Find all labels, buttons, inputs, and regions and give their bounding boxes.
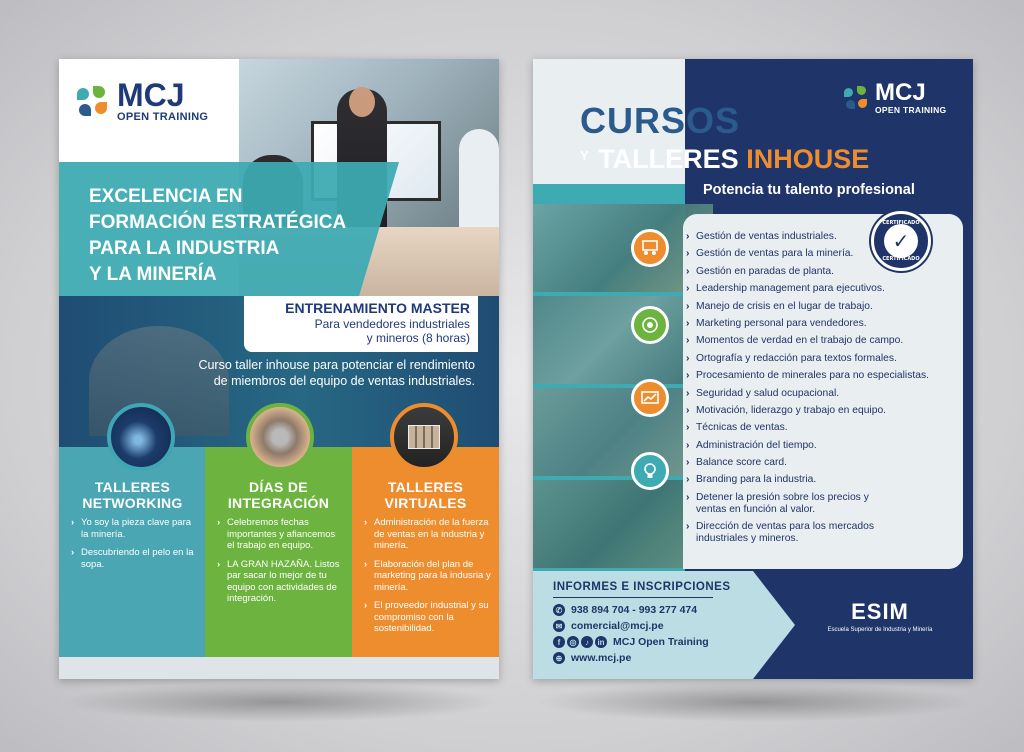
list-item: › Motivación, liderazgo y trabajo en equipo.: [686, 404, 887, 416]
esim-mark: ESIM: [851, 599, 909, 624]
list-item: › Gestión de ventas industriales.: [686, 231, 837, 242]
chevron-right-icon: ›: [686, 474, 690, 486]
network-hand-icon: [107, 403, 175, 471]
chevron-right-icon: ›: [217, 558, 221, 570]
esim-logo: [815, 599, 945, 633]
list-item: › Momentos de verdad en el trabajo de campo.: [686, 335, 904, 347]
video-call-icon: [390, 403, 458, 471]
column-virtuales: [352, 447, 499, 657]
linkedin-icon[interactable]: in: [595, 636, 607, 648]
chevron-right-icon: ›: [686, 317, 690, 329]
column-list: [71, 517, 199, 577]
chevron-right-icon: ›: [686, 422, 690, 434]
list-item: › Dirección de ventas para los mercados industriales y mineros.: [686, 521, 874, 545]
facebook-icon[interactable]: f: [553, 636, 565, 648]
main-headline: [89, 184, 389, 288]
esim-caption: Escuela Superior de Industria y Minería: [827, 627, 933, 633]
chevron-right-icon: ›: [686, 248, 690, 260]
column-list: [364, 517, 492, 642]
chevron-right-icon: ›: [217, 517, 221, 528]
email-icon: ✉: [553, 620, 565, 632]
contact-title: INFORMES E INSCRIPCIONES: [553, 581, 731, 593]
list-item: › Ortografía y redacción para textos formales.: [686, 352, 897, 364]
presentation-icon: [631, 229, 669, 267]
left-flyer-shadow: [60, 682, 500, 722]
chevron-right-icon: ›: [364, 517, 368, 528]
chart-gear-icon: [631, 379, 669, 417]
column-list: [217, 517, 345, 612]
headline-line: FORMACIÓN ESTRATÉGICA: [89, 212, 347, 233]
right-flyer: [533, 59, 973, 679]
social-handle: MCJ Open Training: [613, 636, 709, 648]
program-description: [169, 357, 475, 389]
description-line: de miembros del equipo de ventas industriales.: [213, 374, 475, 388]
right-flyer-shadow: [534, 682, 974, 722]
chevron-right-icon: ›: [686, 521, 690, 533]
lightbulb-icon: [631, 452, 669, 490]
description-line: Curso taller inhouse para potenciar el rendimiento: [198, 358, 475, 372]
chevron-right-icon: ›: [686, 335, 690, 347]
title-cursos: CURSOS: [580, 100, 741, 141]
badge-label: CERTIFICADO: [882, 256, 920, 262]
chevron-right-icon: ›: [686, 231, 690, 242]
list-item: › Técnicas de ventas.: [686, 422, 788, 434]
column-title-line: NETWORKING: [82, 495, 183, 511]
list-item: › Marketing personal para vendedores.: [686, 317, 867, 329]
list-item: › Gestión en paradas de planta.: [686, 265, 834, 277]
puzzle-hands-icon: [246, 403, 314, 471]
bottom-strip: [59, 657, 499, 679]
social-row[interactable]: [553, 636, 709, 648]
chevron-right-icon: ›: [686, 439, 690, 451]
target-icon: [631, 306, 669, 344]
list-item: › Celebremos fechas importantes y afiancemos el trabajo en equipo.: [217, 517, 336, 551]
chevron-right-icon: ›: [686, 265, 690, 277]
logo-text: [117, 79, 208, 123]
headline-line: Y LA MINERÍA: [89, 264, 217, 285]
left-flyer: [59, 59, 499, 679]
brand-name: MCJ: [117, 77, 185, 113]
brand-tagline: OPEN TRAINING: [875, 105, 947, 115]
logo-text: [875, 81, 946, 115]
chevron-right-icon: ›: [686, 387, 690, 399]
program-subtitle: Para vendedores industriales: [314, 317, 470, 331]
chevron-right-icon: ›: [686, 404, 690, 416]
column-title: [59, 479, 206, 511]
chevron-right-icon: ›: [686, 457, 690, 469]
program-box: [244, 296, 478, 352]
title-y: Y: [580, 148, 589, 163]
logo-mark-icon: [75, 84, 109, 118]
list-item: › Detener la presión sobre los precios y ventas en función al valor.: [686, 491, 869, 515]
chevron-right-icon: ›: [686, 370, 690, 382]
website-link[interactable]: www.mcj.pe: [571, 652, 632, 664]
list-item: › El proveedor industrial y su compromiso con la sostenibilidad.: [364, 600, 489, 634]
mcj-logo: [75, 79, 208, 123]
column-title-line: INTEGRACIÓN: [227, 495, 330, 511]
column-networking: [59, 447, 206, 657]
chevron-right-icon: ›: [364, 558, 368, 570]
phone-icon: ✆: [553, 604, 565, 616]
title-inhouse: INHOUSE: [746, 144, 870, 174]
email-link[interactable]: comercial@mcj.pe: [571, 620, 664, 632]
instagram-icon[interactable]: ◎: [567, 636, 579, 648]
chevron-right-icon: ›: [686, 300, 690, 312]
brand-name: MCJ: [875, 79, 926, 106]
column-integracion: [205, 447, 352, 657]
email-row[interactable]: [553, 620, 664, 632]
tiktok-icon[interactable]: ♪: [581, 636, 593, 648]
chevron-right-icon: ›: [71, 517, 75, 528]
divider: [553, 597, 713, 598]
badge-label: CERTIFICADO: [882, 220, 920, 226]
chevron-right-icon: ›: [686, 491, 690, 503]
web-row[interactable]: [553, 652, 631, 664]
list-item: › Yo soy la pieza clave para la minería.: [71, 517, 192, 540]
chevron-right-icon: ›: [364, 600, 368, 611]
mcj-logo: [843, 81, 946, 115]
list-item: › Leadership management para ejecutivos.: [686, 283, 885, 295]
list-item: › Elaboración del plan de marketing para la indusria y minería.: [364, 558, 491, 593]
list-item: › Seguridad y salud ocupacional.: [686, 387, 840, 399]
phone-numbers: 938 894 704 - 993 277 474: [571, 604, 698, 616]
column-title: [205, 479, 352, 511]
list-item: › Procesamiento de minerales para no especialistas.: [686, 370, 929, 382]
logo-mark-icon: [843, 85, 869, 111]
list-item: › Gestión de ventas para la minería.: [686, 248, 854, 260]
chevron-right-icon: ›: [686, 352, 690, 364]
list-item: › Balance score card.: [686, 457, 788, 469]
list-item: › Branding para la industria.: [686, 474, 817, 486]
column-title: [352, 479, 499, 511]
list-item: › Manejo de crisis en el lugar de trabajo.: [686, 300, 873, 312]
chevron-right-icon: ›: [71, 547, 75, 558]
globe-icon: ⊕: [553, 652, 565, 664]
phone-row: [553, 604, 697, 616]
list-item: › LA GRAN HAZAÑA. Listos par sacar lo mejor de tu equipo con actividades de integración.: [217, 558, 340, 604]
column-title-line: TALLERES: [94, 479, 171, 495]
chevron-right-icon: ›: [686, 283, 690, 295]
list-item: › Descubriendo el pelo en la sopa.: [71, 547, 194, 570]
column-title-line: DÍAS DE: [249, 479, 308, 495]
headline-line: EXCELENCIA EN: [89, 186, 243, 207]
subtitle: Potencia tu talento profesional: [703, 182, 915, 198]
headline-line: PARA LA INDUSTRIA: [89, 238, 280, 259]
attendee-figure: [459, 129, 499, 239]
program-subtitle: y mineros (8 horas): [366, 331, 470, 345]
title-talleres-inhouse: [580, 141, 869, 174]
column-title-line: VIRTUALES: [384, 495, 467, 511]
column-title-line: TALLERES: [387, 479, 464, 495]
list-item: › Administración de la fuerza de ventas en la industria y minería.: [364, 517, 489, 551]
program-title: ENTRENAMIENTO MASTER: [285, 300, 470, 316]
title-talleres: TALLERES: [598, 144, 739, 174]
course-list: [686, 231, 951, 551]
list-item: › Administración del tiempo.: [686, 439, 817, 451]
brand-tagline: OPEN TRAINING: [117, 111, 209, 123]
checkmark-icon: ✓: [884, 224, 918, 258]
